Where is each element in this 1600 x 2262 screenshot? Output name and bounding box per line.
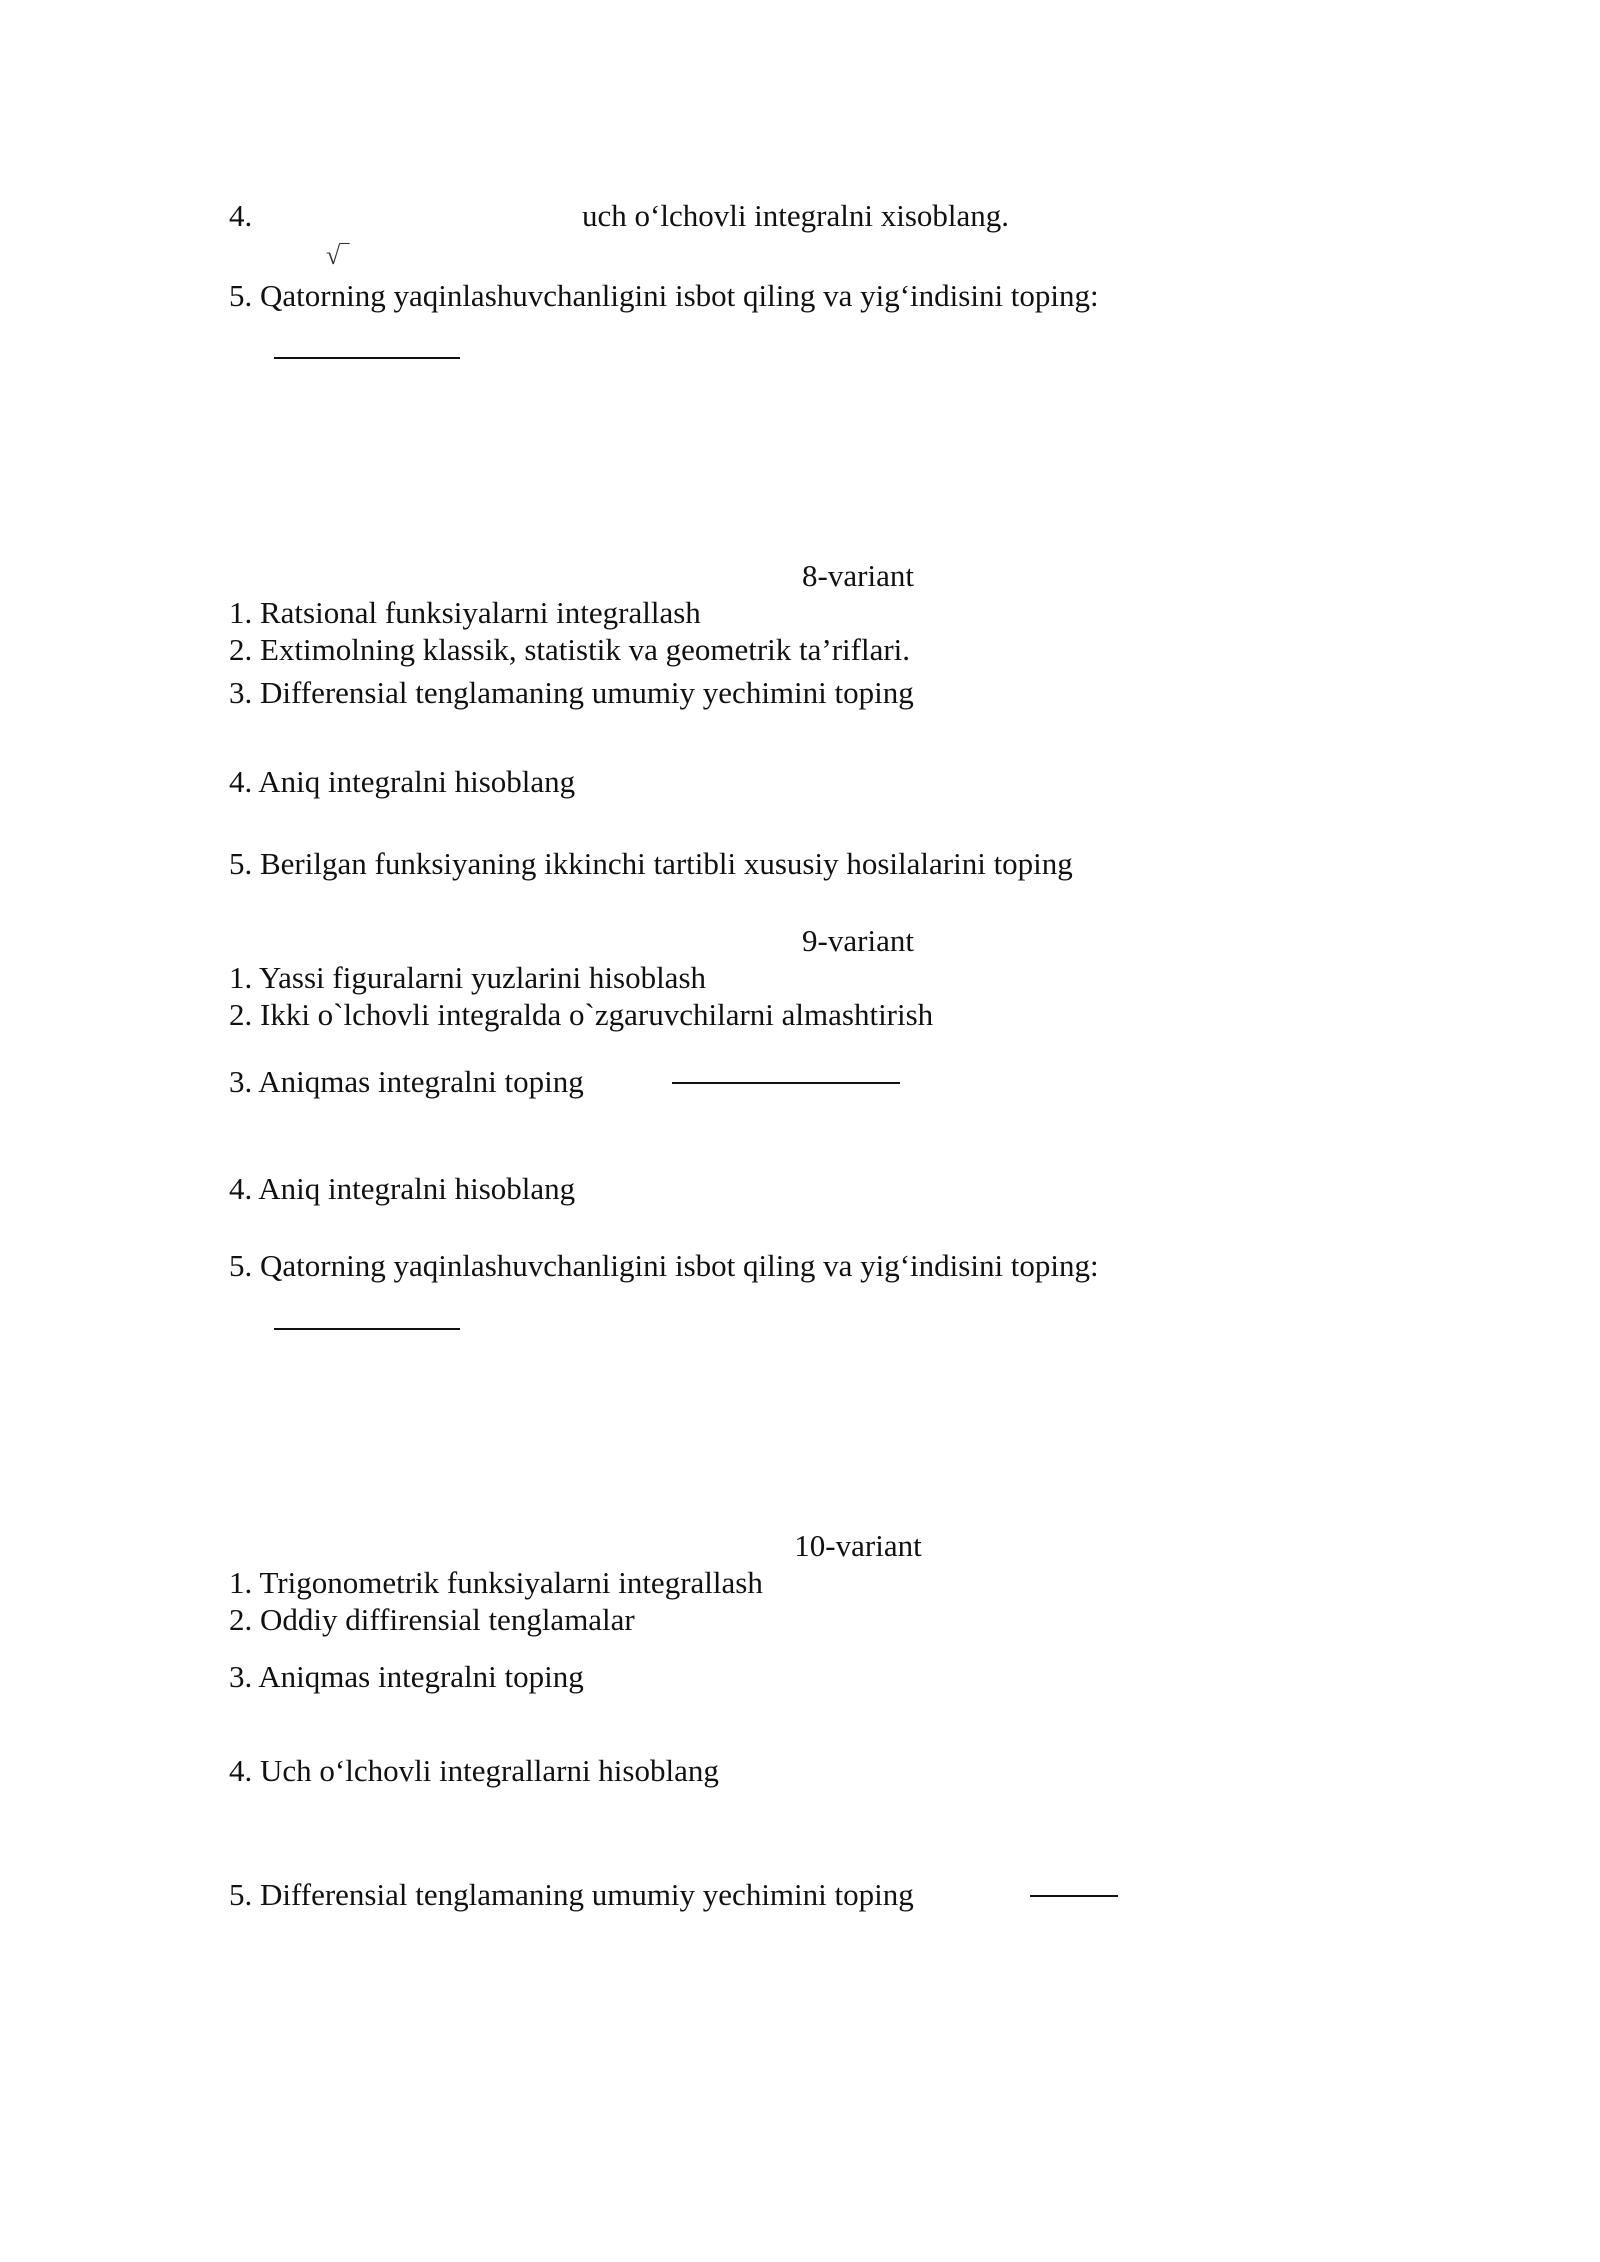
variant-10-question-4: 4. Uch o‘lchovli integrallarni hisoblang — [229, 1753, 719, 1788]
question-4-text: uch o‘lchovli integralni xisoblang. — [582, 198, 1010, 233]
variant-8-question-1: 1. Ratsional funksiyalarni integrallash — [229, 595, 701, 630]
variant-10-heading: 10-variant — [794, 1528, 922, 1563]
question-5: 5. Qatorning yaqinlashuvchanligini isbot qiling va yig‘indisini toping: — [229, 278, 1099, 313]
variant-9-question-5: 5. Qatorning yaqinlashuvchanligini isbot qiling va yig‘indisini toping: — [229, 1248, 1099, 1283]
variant-10-question-2: 2. Oddiy diffirensial tenglamalar — [229, 1602, 635, 1637]
question-4-number: 4. — [229, 198, 253, 233]
variant-9-question-2: 2. Ikki o`lchovli integralda o`zgaruvchilarni almashtirish — [229, 997, 934, 1032]
variant-10-question-1: 1. Trigonometrik funksiyalarni integrallash — [229, 1565, 763, 1600]
fraction-bar — [672, 1082, 900, 1084]
variant-10-question-3: 3. Aniqmas integralni toping — [229, 1659, 584, 1694]
variant-8-question-5: 5. Berilgan funksiyaning ikkinchi tartibli xususiy hosilalarini toping — [229, 846, 1073, 881]
variant-9-heading: 9-variant — [802, 923, 914, 958]
variant-8-question-2: 2. Extimolning klassik, statistik va geometrik ta’riflari. — [229, 632, 911, 667]
variant-9-question-1: 1. Yassi figuralarni yuzlarini hisoblash — [229, 960, 707, 995]
variant-9-question-4: 4. Aniq integralni hisoblang — [229, 1171, 576, 1206]
variant-8-question-3: 3. Differensial tenglamaning umumiy yechimini toping — [229, 675, 914, 710]
sqrt-symbol: √‾ — [326, 241, 349, 270]
variant-8-heading: 8-variant — [802, 558, 914, 593]
fraction-bar — [274, 357, 460, 359]
variant-10-question-5: 5. Differensial tenglamaning umumiy yechimini toping — [229, 1877, 914, 1912]
variant-9-question-3: 3. Aniqmas integralni toping — [229, 1064, 584, 1099]
fraction-bar — [1030, 1895, 1118, 1897]
variant-8-question-4: 4. Aniq integralni hisoblang — [229, 764, 576, 799]
fraction-bar — [274, 1328, 460, 1330]
